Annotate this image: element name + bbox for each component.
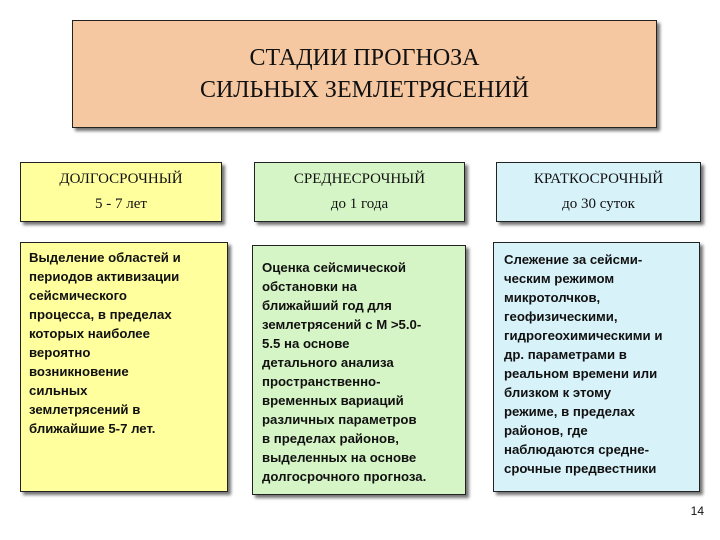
description-line: срочные предвестники: [504, 461, 657, 476]
description-line: Оценка сейсмической: [262, 260, 406, 275]
stage-long-term-header: [20, 162, 222, 222]
stage-period: до 1 года: [330, 196, 389, 212]
description-line: районов, где: [504, 423, 588, 438]
description-line: гидрогеохимическими и: [504, 328, 663, 343]
stage-period: до 30 суток: [562, 196, 635, 212]
title-box: [72, 20, 657, 128]
description-line: вероятно: [29, 345, 91, 360]
description-line: режиме, в пределах: [504, 404, 635, 419]
description-line: 5.5 на основе: [262, 336, 350, 351]
description-line: долгосрочного прогноза.: [262, 469, 427, 484]
description-line: сильных: [29, 383, 88, 398]
stage-mid-term-header: [254, 162, 465, 222]
description-line: возникновение: [29, 364, 129, 379]
description-line: микротолчков,: [504, 290, 601, 305]
description-line: геофизическими,: [504, 309, 618, 324]
stage-long-term-description: [20, 242, 228, 492]
stage-short-term-header: [496, 162, 701, 222]
stage-name: СРЕДНЕСРОЧНЫЙ: [293, 171, 426, 187]
description-line: временных вариаций: [262, 393, 404, 408]
description-line: обстановки на: [262, 279, 357, 294]
stage-short-term-description: [493, 242, 700, 492]
title-line-1: СТАДИИ ПРОГНОЗА: [249, 45, 480, 71]
description-line: Выделение областей и: [29, 250, 181, 265]
description-line: Слежение за сейсми-: [504, 252, 643, 267]
description-line: периодов активизации: [29, 269, 180, 284]
description-line: различных параметров: [262, 412, 417, 427]
stage-period: 5 - 7 лет: [95, 196, 147, 212]
page-number: 14: [690, 504, 704, 518]
description-line: пространственно-: [262, 374, 381, 389]
description-line: близком к этому: [504, 385, 612, 400]
description-line: которых наиболее: [29, 326, 150, 341]
description-line: ближайшие 5-7 лет.: [29, 421, 156, 436]
description-line: выделенных на основе: [262, 450, 417, 465]
description-line: землетрясений с M >5.0-: [262, 317, 422, 332]
stage-name: КРАТКОСРОЧНЫЙ: [533, 171, 664, 187]
title-line-2: СИЛЬНЫХ ЗЕМЛЕТРЯСЕНИЙ: [199, 77, 530, 103]
description-line: реальном времени или: [504, 366, 658, 381]
stage-mid-term-description: [252, 245, 466, 495]
description-line: детального анализа: [262, 355, 394, 370]
description-line: ческим режимом: [504, 271, 615, 286]
description-line: в пределах районов,: [262, 431, 399, 446]
description-line: наблюдаются средне-: [504, 442, 649, 457]
description-line: ближайший год для: [262, 298, 392, 313]
stage-name: ДОЛГОСРОЧНЫЙ: [59, 171, 183, 187]
description-line: процесса, в пределах: [29, 307, 172, 322]
description-line: сейсмического: [29, 288, 127, 303]
description-line: др. параметрами в: [504, 347, 627, 362]
description-line: землетрясений в: [29, 402, 141, 417]
